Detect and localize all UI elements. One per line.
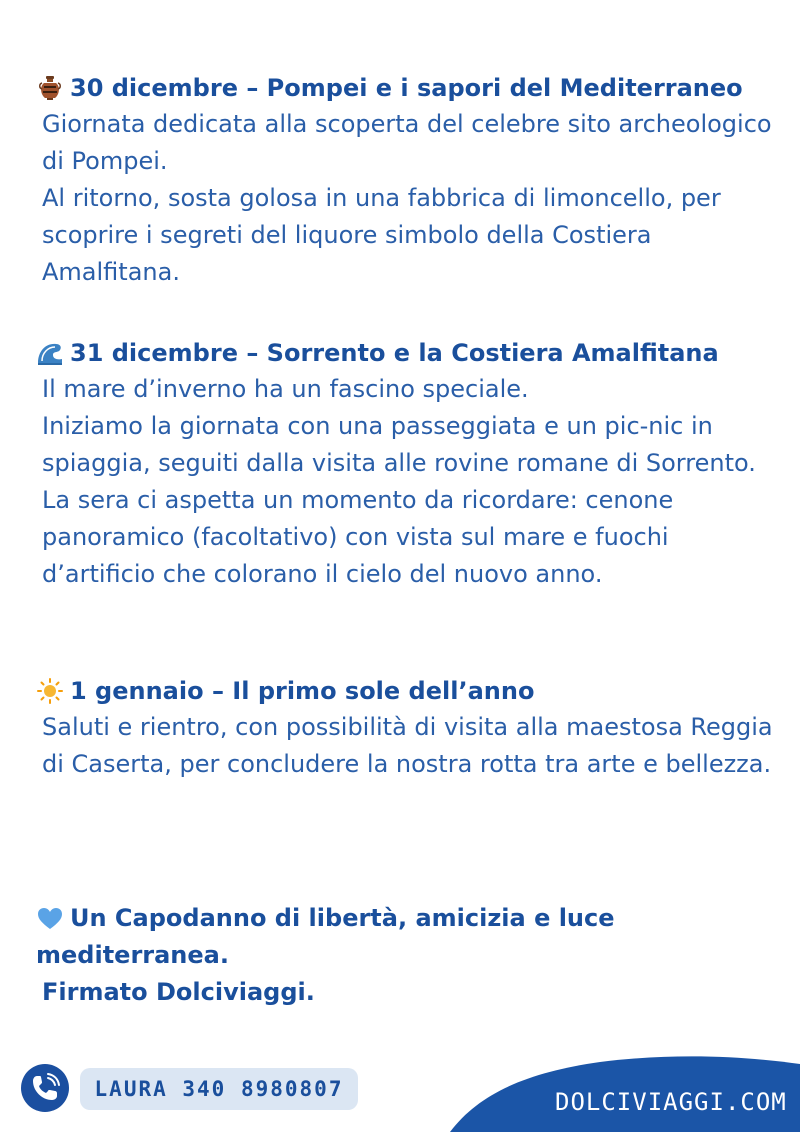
- section-heading: [36, 335, 776, 371]
- website-link[interactable]: DOLCIVIAGGI.COM: [555, 1088, 787, 1116]
- section-day-30-dicembre: [36, 70, 776, 291]
- section-heading: [36, 70, 776, 106]
- section-paragraph: Iniziamo la giornata con una passeggiata e un pic-nic in spiaggia, seguiti dalla visita alle rovine romane di Sorrento.: [42, 412, 756, 477]
- section-title: 1 gennaio – Il primo sole dell’anno: [70, 677, 535, 705]
- section-title: 31 dicembre – Sorrento e la Costiera Amalfitana: [70, 339, 719, 367]
- section-paragraph: Al ritorno, sosta golosa in una fabbrica di limoncello, per scoprire i segreti del liquore simbolo della Costiera Amalfitana.: [42, 184, 721, 286]
- section-paragraph: Giornata dedicata alla scoperta del celebre sito archeologico di Pompei.: [42, 110, 772, 175]
- section-body: [36, 106, 776, 291]
- closing-line-1: Un Capodanno di libertà, amicizia e luce: [70, 904, 615, 932]
- section-body: [36, 709, 776, 783]
- closing-line-2: mediterranea.: [36, 941, 229, 969]
- phone-icon[interactable]: [21, 1064, 69, 1112]
- section-heading: [36, 673, 776, 709]
- contact-phone-label[interactable]: LAURA 340 8980807: [80, 1068, 358, 1110]
- section-paragraph: Il mare d’inverno ha un fascino speciale.: [42, 375, 529, 403]
- section-day-1-gennaio: [36, 673, 776, 783]
- section-body: [36, 371, 776, 593]
- amphora-icon: [36, 74, 64, 102]
- section-paragraph: Saluti e rientro, con possibilità di visita alla maestosa Reggia di Caserta, per concludere la nostra rotta tra arte e bellezza.: [42, 713, 773, 778]
- sun-icon: [36, 677, 64, 705]
- section-day-31-dicembre: [36, 335, 776, 593]
- closing-signature: Firmato Dolciviaggi.: [42, 978, 315, 1006]
- closing-message: [36, 900, 776, 1011]
- blue-heart-icon: [36, 905, 64, 933]
- section-title: 30 dicembre – Pompei e i sapori del Mediterraneo: [70, 74, 743, 102]
- wave-icon: [36, 339, 64, 367]
- closing-line: [36, 900, 776, 937]
- section-paragraph: La sera ci aspetta un momento da ricordare: cenone panoramico (facoltativo) con vista sul mare e fuochi d’artificio che colorano il cielo del nuovo anno.: [42, 486, 674, 588]
